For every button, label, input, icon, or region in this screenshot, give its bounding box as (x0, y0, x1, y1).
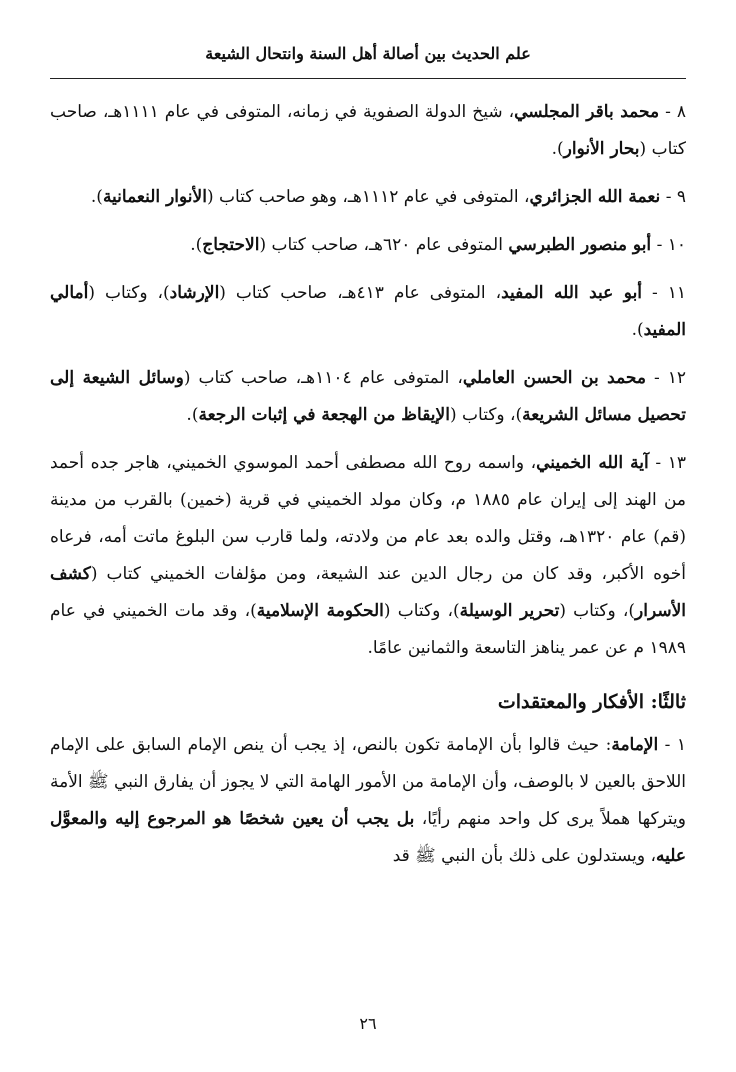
page-number: ٢٦ (359, 1014, 377, 1033)
header-rule (50, 78, 686, 79)
text-run: ، شيخ الدولة الصفوية في زمانه، المتوفى في عام ١١١١هـ، صاحب كتاب ( (50, 102, 686, 159)
paragraph-q1 (50, 727, 686, 875)
paragraph-p12 (50, 360, 686, 434)
paragraph-p8 (50, 94, 686, 168)
bold-run: أبو عبد الله المفيد (501, 283, 643, 303)
paragraph-p10 (50, 227, 686, 264)
bold-run: الإيقاظ من الهجعة في إثبات الرجعة (198, 405, 450, 425)
text-run: ، واسمه روح الله مصطفى أحمد الموسوي الخميني، هاجر جده أحمد من الهند إلى إيران عام ١٨٨٥ م، وكان مولد الخميني في قرية (خمين) بالقرب من مدينة (قم) عام ١٣٢٠هـ، وقتل والده بعد عام من ولادته، ولما قارب سن البلوغ ماتت أمه، فرعاه أخوه الأكبر، وقد كان من رجال الدين عند الشيعة، ومن مؤلفات الخميني كتاب ( (50, 453, 686, 584)
text-run: ، المتوفى في عام ١١١٢هـ، وهو صاحب كتاب ( (206, 187, 530, 207)
text-run: )، وكتاب ( (449, 405, 523, 425)
bold-run: الاحتجاج (202, 235, 260, 255)
text-run: ). (631, 320, 644, 340)
bold-run: كشف الأسرار (50, 564, 687, 621)
text-run: ). (551, 139, 564, 159)
bold-run: نعمة الله الجزائري (529, 187, 661, 207)
text-run: ، المتوفى عام ٤١٣هـ، صاحب كتاب ( (219, 283, 502, 303)
text-run: ١٣ - (648, 453, 686, 473)
running-header: علم الحديث بين أصالة أهل السنة وانتحال الشيعة (205, 44, 531, 63)
bold-run: الأنوار النعمانية (102, 187, 207, 207)
paragraph-p13 (50, 445, 686, 667)
text-run: ، المتوفى عام ١١٠٤هـ، صاحب كتاب ( (183, 368, 463, 388)
text-run: ). (190, 235, 203, 255)
bold-run: وسائل الشيعة إلى تحصيل مسائل الشريعة (50, 368, 686, 425)
text-run: ). (186, 405, 199, 425)
bold-run: الإمامة (611, 735, 659, 755)
text-run: ١ - (658, 735, 686, 755)
bold-run: الحكومة الإسلامية (256, 601, 384, 621)
bold-run: أمالي المفيد (50, 283, 686, 340)
text-run: : حيث قالوا بأن الإمامة تكون بالنص، إذ يجب أن ينص الإمام السابق على الإمام اللاحق بالعين لا بالوصف، وأن الإمامة من الأمور الهامة التي لا يجوز أن يفارق النبي ﷺ الأمة ويتركها هملاً يرى كل واحد منهم رأيًا، (50, 735, 686, 829)
bold-run: آية الله الخميني (536, 453, 649, 473)
page-body (50, 94, 686, 886)
bold-run: تحرير الوسيلة (459, 601, 560, 621)
bold-run: الإرشاد (169, 283, 220, 303)
bold-run: أبو منصور الطبرسي (508, 235, 652, 255)
bold-run: محمد بن الحسن العاملي (462, 368, 647, 388)
bold-run: ثالثًا: الأفكار والمعتقدات (497, 691, 686, 713)
bold-run: بل يجب أن يعين شخصًا هو المرجوع إليه والمعوَّل عليه (50, 809, 686, 866)
text-run: ١٠ - (651, 235, 686, 255)
text-run: ١٢ - (646, 368, 686, 388)
bold-run: بحار الأنوار (563, 139, 640, 159)
text-run: ١١ - (642, 283, 686, 303)
text-run: المتوفى عام ٦٢٠هـ، صاحب كتاب ( (259, 235, 509, 255)
bold-run: محمد باقر المجلسي (514, 102, 660, 122)
text-run: )، وكتاب ( (383, 601, 460, 621)
text-run: ٨ - (659, 102, 686, 122)
text-run: )، وكتاب ( (88, 283, 170, 303)
paragraph-p9 (50, 179, 686, 216)
text-run: ، ويستدلون على ذلك بأن النبي ﷺ قد (392, 846, 656, 866)
text-run: )، وكتاب ( (559, 601, 636, 621)
text-run: ). (90, 187, 103, 207)
text-run: ٩ - (660, 187, 686, 207)
text-run: )، وقد مات الخميني في عام ١٩٨٩ م عن عمر يناهز التاسعة والثمانين عامًا. (50, 601, 686, 658)
section-heading (50, 681, 686, 723)
paragraph-p11 (50, 275, 686, 349)
